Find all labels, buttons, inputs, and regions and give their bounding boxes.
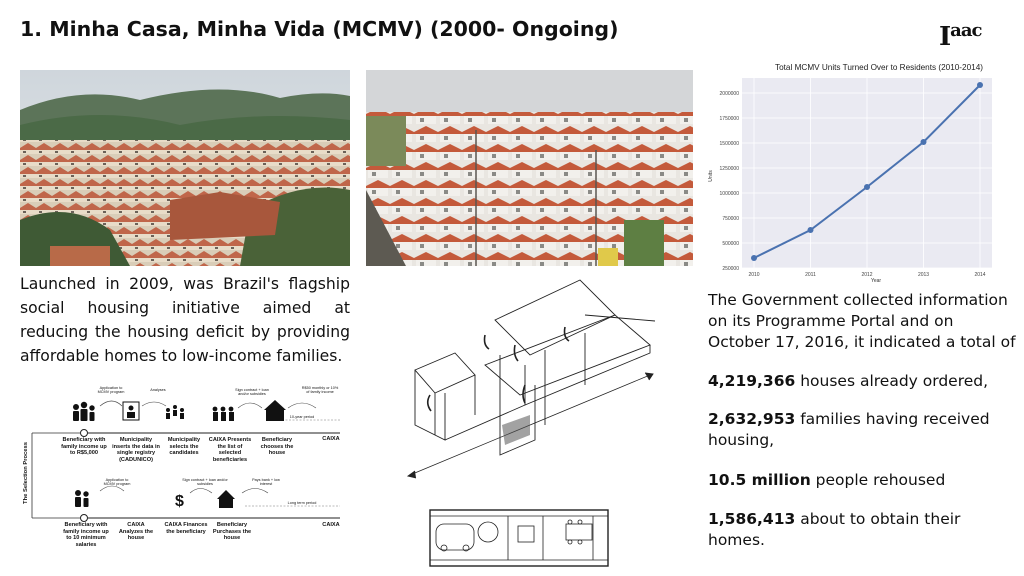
stat-value: 2,632,953 [708, 410, 796, 428]
program-description: Launched in 2009, was Brazil's flagship social housing initiative aimed at reducing the housing deficit by providing affordable homes to low-income families. [20, 275, 350, 365]
chart-data-point [864, 184, 870, 190]
chart-title: Total MCMV Units Turned Over to Residents (2010-2014) [775, 63, 983, 72]
process-step-3: Municipality selects the candidates [167, 437, 201, 457]
chart-y-tick-label: 750000 [722, 215, 739, 222]
process-note: 10-year period [289, 415, 315, 419]
housing-photo-rows [366, 70, 693, 266]
svg-text:$: $ [175, 493, 184, 510]
chart-x-tick-label: 2010 [748, 272, 760, 278]
page-title: 1. Minha Casa, Minha Vida (MCMV) (2000- Ongoing) [20, 17, 619, 41]
stat-families-housed [708, 409, 1018, 451]
process-note: Long term period [287, 501, 317, 505]
process-step-7: CAIXA Analyzes the house [118, 522, 154, 542]
chart-y-tick-label: 1750000 [719, 115, 739, 122]
stat-houses-ordered [708, 371, 1018, 392]
process-note: R$50 monthly or 10% of family income [301, 386, 339, 394]
chart-x-tick-label: 2014 [974, 272, 986, 278]
process-end-2: CAIXA [322, 522, 340, 528]
chart-y-tick-label: 500000 [722, 240, 739, 247]
iaac-logo [939, 20, 981, 52]
mcmv-units-chart [700, 58, 1016, 288]
chart-x-tick-label: 2012 [861, 272, 873, 278]
chart-x-label: Year [870, 278, 882, 284]
process-note: Pays bank + low interest [252, 478, 280, 486]
isometric-house-drawing [405, 275, 660, 485]
chart-data-point [921, 139, 927, 145]
logo-sup: aac [950, 20, 982, 41]
selection-process-diagram [20, 378, 355, 568]
process-step-4: CAIXA Presents the list of selected beneficiaries [208, 437, 252, 463]
housing-photo-hillside [20, 70, 350, 266]
chart-y-label: Units [708, 170, 714, 182]
chart-y-tick-label: 1000000 [719, 190, 739, 197]
chart-y-tick-label: 1500000 [719, 140, 739, 147]
stat-value: 10.5 million [708, 471, 811, 489]
chart-data-point [977, 82, 983, 88]
chart-data-point [751, 255, 757, 261]
government-info: The Government collected information on its Programme Portal and on October 17, 2016, it indicated a total of [708, 291, 1016, 351]
stat-text: people rehoused [810, 471, 946, 489]
logo-main: I [939, 22, 951, 52]
process-side-label: The Selection Process [23, 442, 29, 504]
chart-svg [700, 58, 1016, 288]
process-step-1: Beneficiary with family income up to R$5,000 [61, 437, 107, 457]
chart-x-tick-label: 2011 [805, 272, 816, 278]
stat-value: 4,219,366 [708, 372, 796, 390]
process-step-8: CAIXA Finances the beneficiary [164, 522, 208, 535]
stat-about-to-obtain [708, 509, 1018, 551]
process-step-5: Beneficiary chooses the house [260, 437, 294, 457]
process-step-2: Municipality inserts the data in single registry (CADUNICO) [112, 437, 160, 463]
chart-y-tick-label: 250000 [722, 265, 739, 272]
process-note: Sign contract + loan and/or subsidies [182, 478, 228, 486]
process-note: Sign contract + loan and/or subsidies [235, 388, 269, 396]
chart-y-tick-label: 2000000 [719, 90, 739, 97]
chart-y-tick-label: 1250000 [719, 165, 739, 172]
stat-text: about to obtain their homes. [708, 510, 961, 549]
process-step-6: Beneficiary with family income up to 10 minimum salaries [63, 522, 109, 548]
process-step-9: Beneficiary Purchases the house [212, 522, 252, 542]
floor-plan-drawing [428, 508, 610, 568]
process-note: Application to MCMV program [103, 478, 131, 486]
stat-text: families having received housing, [708, 410, 990, 449]
stat-text: houses already ordered, [795, 372, 989, 390]
process-note: Analyses [150, 388, 166, 392]
stat-value: 1,586,413 [708, 510, 796, 528]
process-note: Application to MCMV program [97, 386, 125, 394]
process-end-1: CAIXA [322, 436, 340, 442]
chart-x-tick-label: 2013 [917, 272, 930, 278]
chart-data-point [808, 227, 814, 233]
stat-people-rehoused [708, 470, 1018, 491]
